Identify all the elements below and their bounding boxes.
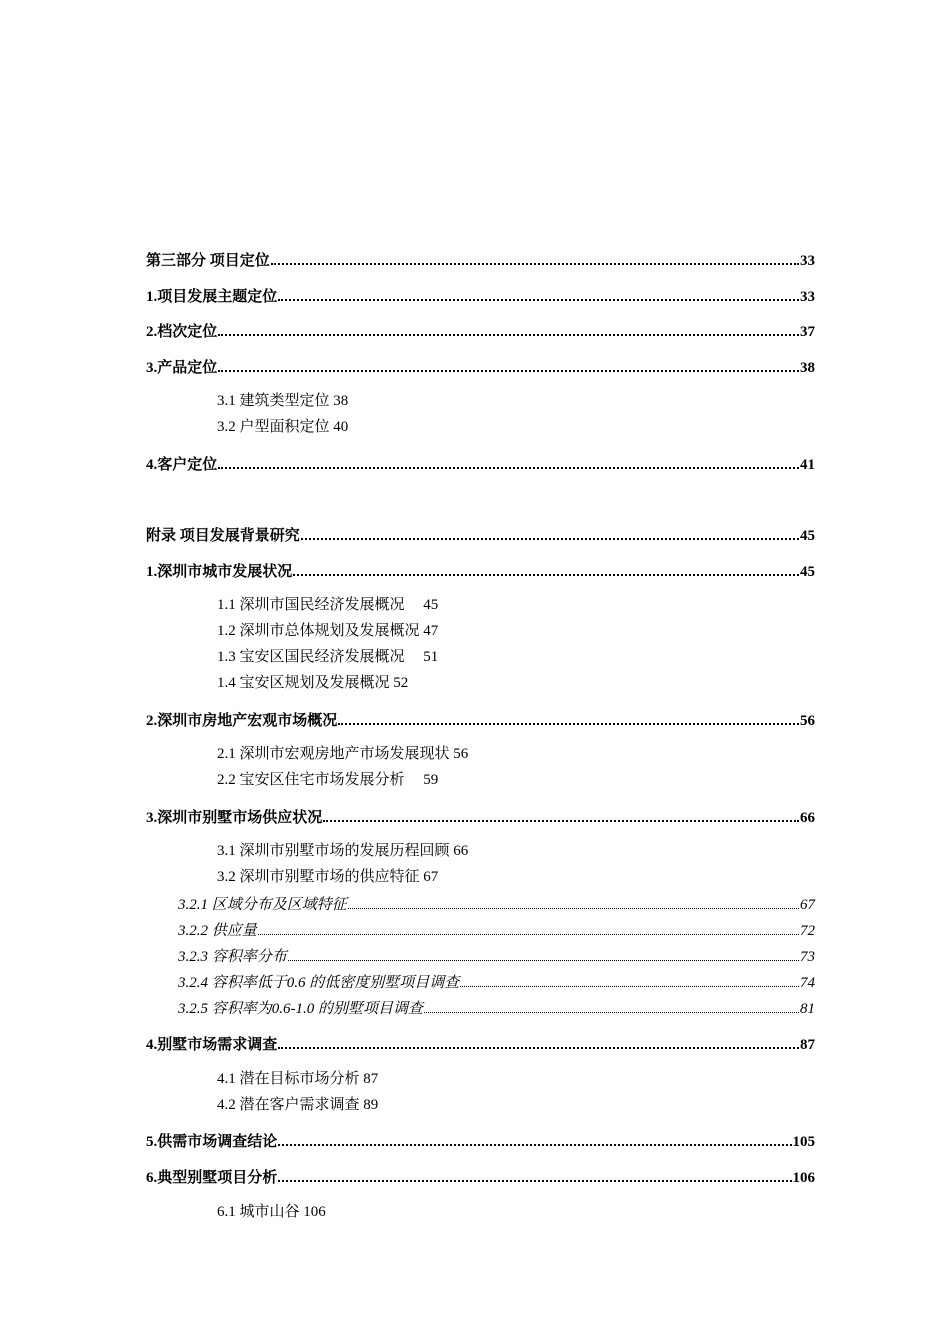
toc-entry-page: 66: [800, 810, 815, 826]
dot-leader: [271, 263, 799, 265]
toc-entry-title: 3.2.4 容积率低于0.6 的低密度别墅项目调查: [178, 975, 460, 991]
toc-entry-page: 33: [800, 289, 815, 305]
dot-leader: [218, 334, 799, 336]
toc-entry-page: 41: [800, 457, 815, 473]
toc-entry-page: 81: [800, 1001, 815, 1017]
dot-leader: [258, 934, 799, 935]
toc-subentry[interactable]: 3.2 深圳市别墅市场的供应特征 67: [217, 869, 439, 885]
toc-entry-title: 6.典型别墅项目分析: [146, 1170, 278, 1186]
toc-entry-title: 4.别墅市场需求调查: [146, 1037, 278, 1053]
toc-entry-page: 56: [800, 713, 815, 729]
dot-leader: [218, 370, 799, 372]
toc-entry-page: 45: [800, 528, 815, 544]
toc-entry[interactable]: [146, 559, 815, 581]
toc-entry[interactable]: [146, 708, 815, 730]
toc-entry[interactable]: [146, 284, 815, 306]
toc-entry-title: 3.产品定位: [146, 360, 218, 376]
dot-leader: [278, 1180, 791, 1182]
dot-leader: [348, 908, 799, 909]
toc-entry-appendix[interactable]: [146, 523, 815, 545]
toc-subentry[interactable]: 2.1 深圳市宏观房地产市场发展现状 56: [217, 746, 469, 762]
toc-entry-title: 1.项目发展主题定位: [146, 289, 278, 305]
toc-subentry[interactable]: 1.1 深圳市国民经济发展概况 45: [217, 597, 439, 613]
toc-entry-page: 67: [800, 897, 815, 913]
toc-subentry[interactable]: 1.2 深圳市总体规划及发展概况 47: [217, 623, 439, 639]
toc-entry-title: 3.2.2 供应量: [178, 923, 257, 939]
toc-entry[interactable]: [146, 452, 815, 474]
dot-leader: [218, 467, 799, 469]
toc-entry-page: 87: [800, 1037, 815, 1053]
toc-entry-page: 73: [800, 949, 815, 965]
dot-leader: [323, 820, 799, 822]
toc-entry[interactable]: [146, 1165, 815, 1187]
toc-entry-title: 3.2.1 区域分布及区域特征: [178, 897, 347, 913]
dot-leader: [460, 986, 799, 987]
toc-entry-page: 33: [800, 253, 815, 269]
toc-entry-page: 105: [792, 1134, 815, 1150]
toc-subentry[interactable]: 2.2 宝安区住宅市场发展分析 59: [217, 772, 439, 788]
toc-subentry[interactable]: 3.1 深圳市别墅市场的发展历程回顾 66: [217, 843, 469, 859]
toc-entry-title: 3.2.3 容积率分布: [178, 949, 287, 965]
toc-entry-title: 2.档次定位: [146, 324, 218, 340]
toc-subentry[interactable]: 4.2 潜在客户需求调查 89: [217, 1097, 379, 1113]
toc-subentry[interactable]: 3.2 户型面积定位 40: [217, 419, 349, 435]
toc-subentry[interactable]: 1.4 宝安区规划及发展概况 52: [217, 675, 409, 691]
dot-leader: [424, 1012, 799, 1013]
toc-entry-title: 第三部分 项目定位: [146, 253, 270, 269]
toc-entry-title: 3.2.5 容积率为0.6-1.0 的别墅项目调查: [178, 1001, 423, 1017]
toc-entry-page: 37: [800, 324, 815, 340]
dot-leader: [293, 574, 799, 576]
toc-entry-title: 5.供需市场调查结论: [146, 1134, 278, 1150]
toc-subentry[interactable]: 3.1 建筑类型定位 38: [217, 393, 349, 409]
toc-entry[interactable]: [146, 1129, 815, 1151]
dot-leader: [288, 960, 799, 961]
toc-entry[interactable]: [146, 1032, 815, 1054]
toc-entry-title: 3.深圳市别墅市场供应状况: [146, 810, 323, 826]
toc-entry-page: 38: [800, 360, 815, 376]
toc-entry-title: 1.深圳市城市发展状况: [146, 564, 293, 580]
dot-leader: [278, 1047, 799, 1049]
toc-subsubentry[interactable]: [178, 892, 815, 914]
toc-subsubentry[interactable]: [178, 970, 815, 992]
toc-subsubentry[interactable]: [178, 996, 815, 1018]
toc-subsubentry[interactable]: [178, 918, 815, 940]
toc-entry-page: 45: [800, 564, 815, 580]
toc-subentry[interactable]: 4.1 潜在目标市场分析 87: [217, 1071, 379, 1087]
toc-entry-page: 74: [800, 975, 815, 991]
toc-entry[interactable]: [146, 319, 815, 341]
toc-subentry[interactable]: 6.1 城市山谷 106: [217, 1204, 326, 1220]
dot-leader: [301, 538, 799, 540]
toc-entry-title: 附录 项目发展背景研究: [146, 528, 300, 544]
dot-leader: [278, 299, 799, 301]
dot-leader: [338, 723, 799, 725]
dot-leader: [278, 1144, 791, 1146]
toc-entry-title: 2.深圳市房地产宏观市场概况: [146, 713, 338, 729]
toc-entry[interactable]: [146, 355, 815, 377]
toc-subsubentry[interactable]: [178, 944, 815, 966]
toc-entry-page: 106: [792, 1170, 815, 1186]
toc-subentry[interactable]: 1.3 宝安区国民经济发展概况 51: [217, 649, 439, 665]
toc-entry-page: 72: [800, 923, 815, 939]
toc-entry-title: 4.客户定位: [146, 457, 218, 473]
toc-entry[interactable]: [146, 805, 815, 827]
toc-entry-part3[interactable]: [146, 248, 815, 270]
